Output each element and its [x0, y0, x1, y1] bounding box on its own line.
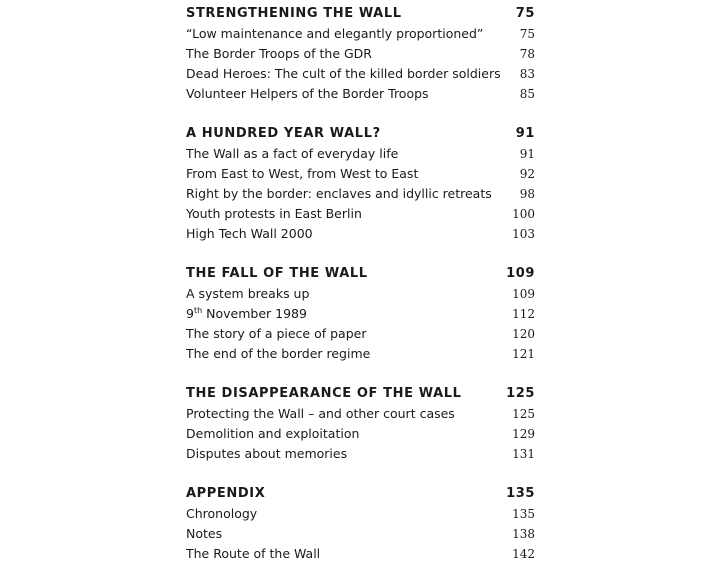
- entry-page-number: 131: [512, 447, 535, 461]
- entry-page-number: 103: [512, 227, 535, 241]
- entry-page-number: 129: [512, 427, 535, 441]
- toc-section: [186, 484, 535, 564]
- toc-entry[interactable]: [186, 424, 535, 444]
- section-title: THE DISAPPEARANCE OF THE WALL: [186, 386, 462, 401]
- entry-title: Youth protests in East Berlin: [186, 206, 362, 221]
- toc-section: [186, 384, 535, 464]
- section-page-number: 135: [506, 486, 535, 501]
- section-title: THE FALL OF THE WALL: [186, 266, 368, 281]
- entry-page-number: 138: [512, 527, 535, 541]
- section-page-number: 91: [515, 126, 535, 141]
- section-heading-row[interactable]: [186, 124, 535, 144]
- entry-page-number: 120: [512, 327, 535, 341]
- entry-title: Disputes about memories: [186, 446, 348, 461]
- entry-title: Chronology: [186, 506, 258, 521]
- entry-title: The end of the border regime: [186, 346, 371, 361]
- section-heading-row[interactable]: [186, 264, 535, 284]
- toc-entry[interactable]: [186, 144, 535, 164]
- entry-page-number: 121: [512, 347, 535, 361]
- entry-page-number: 83: [519, 67, 535, 81]
- entry-title: Volunteer Helpers of the Border Troops: [186, 86, 429, 101]
- toc-entry[interactable]: [186, 204, 535, 224]
- entry-title: Dead Heroes: The cult of the killed border soldiers: [186, 66, 501, 81]
- toc-entry[interactable]: [186, 544, 535, 564]
- toc-entry[interactable]: [186, 444, 535, 464]
- ordinal-suffix: th: [193, 305, 203, 315]
- entry-title: The Route of the Wall: [186, 546, 321, 561]
- entry-page-number: 109: [512, 287, 535, 301]
- section-page-number: 75: [515, 6, 535, 21]
- entry-title: The story of a piece of paper: [186, 326, 367, 341]
- entry-page-number: 100: [512, 207, 535, 221]
- toc-entry[interactable]: [186, 404, 535, 424]
- toc-entry[interactable]: [186, 524, 535, 544]
- section-title: APPENDIX: [186, 486, 266, 501]
- toc-entry[interactable]: [186, 284, 535, 304]
- entry-title: From East to West, from West to East: [186, 166, 419, 181]
- section-page-number: 109: [506, 266, 535, 281]
- entry-page-number: 92: [519, 167, 535, 181]
- entry-title: Protecting the Wall – and other court cases: [186, 406, 455, 421]
- section-page-number: 125: [506, 386, 535, 401]
- entry-title: High Tech Wall 2000: [186, 226, 313, 241]
- toc-entry[interactable]: [186, 64, 535, 84]
- toc-entry[interactable]: [186, 184, 535, 204]
- section-title: A HUNDRED YEAR WALL?: [186, 126, 381, 141]
- section-title: STRENGTHENING THE WALL: [186, 6, 402, 21]
- entry-title: A system breaks up: [186, 286, 310, 301]
- entry-page-number: 85: [519, 87, 535, 101]
- toc-entry[interactable]: [186, 304, 535, 324]
- toc-entry[interactable]: [186, 324, 535, 344]
- toc-entry[interactable]: [186, 84, 535, 104]
- entry-page-number: 98: [519, 187, 535, 201]
- entry-page-number: 91: [519, 147, 535, 161]
- section-heading-row[interactable]: [186, 384, 535, 404]
- entry-page-number: 75: [519, 27, 535, 41]
- toc-entry[interactable]: [186, 504, 535, 524]
- entry-title: “Low maintenance and elegantly proportioned”: [186, 26, 484, 41]
- entry-page-number: 142: [512, 547, 535, 561]
- entry-page-number: 135: [512, 507, 535, 521]
- toc-entry[interactable]: [186, 164, 535, 184]
- entry-page-number: 112: [512, 307, 535, 321]
- toc-entry[interactable]: [186, 344, 535, 364]
- entry-page-number: 125: [512, 407, 535, 421]
- toc-section: [186, 4, 535, 104]
- toc-section: [186, 124, 535, 244]
- entry-title: The Border Troops of the GDR: [186, 46, 372, 61]
- toc-entry[interactable]: [186, 224, 535, 244]
- toc-entry[interactable]: [186, 44, 535, 64]
- entry-title: Demolition and exploitation: [186, 426, 360, 441]
- entry-title: Right by the border: enclaves and idyllic retreats: [186, 186, 492, 201]
- toc-section: [186, 264, 535, 364]
- entry-title: The Wall as a fact of everyday life: [186, 146, 399, 161]
- entry-title: Notes: [186, 526, 223, 541]
- entry-page-number: 78: [519, 47, 535, 61]
- section-heading-row[interactable]: [186, 4, 535, 24]
- section-heading-row[interactable]: [186, 484, 535, 504]
- toc-entry[interactable]: [186, 24, 535, 44]
- entry-title-rest: November 1989: [202, 306, 307, 321]
- entry-title: [186, 304, 307, 324]
- table-of-contents: [186, 4, 535, 584]
- entry-title-day: 9: [186, 306, 194, 321]
